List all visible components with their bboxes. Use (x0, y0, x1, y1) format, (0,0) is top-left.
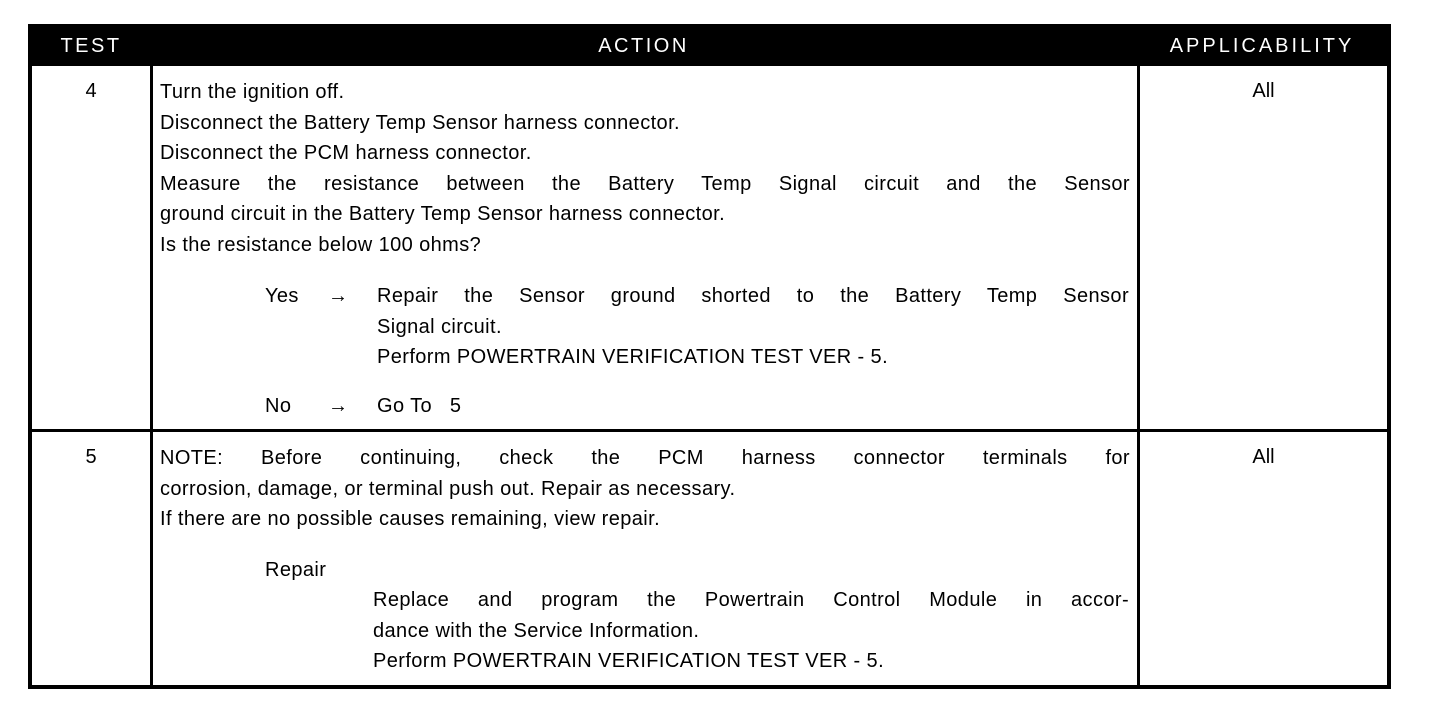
test-number: 4 (85, 80, 97, 102)
repair-text (373, 585, 1129, 677)
column-divider (1137, 66, 1140, 685)
table-header (32, 28, 1387, 66)
response-yes-text (377, 281, 1129, 373)
response-line: Go To 5 (377, 395, 462, 417)
row-divider (32, 429, 1387, 432)
action-line: NOTE: Before continuing, check the PCM harness connector terminals for (160, 447, 1130, 469)
response-line: Perform POWERTRAIN VERIFICATION TEST VER - 5. (377, 346, 889, 368)
repair-line: dance with the Service Information. (373, 619, 700, 642)
arrow-icon: → (328, 395, 348, 417)
action-text (160, 77, 1130, 260)
action-line: Turn the ignition off. (160, 81, 345, 103)
action-line: Measure the resistance between the Battery Temp Signal circuit and the Sensor (160, 172, 1130, 195)
response-no-text (377, 391, 1129, 422)
response-line: Repair the Sensor ground shorted to the Battery Temp Sensor (377, 285, 1129, 307)
action-line: corrosion, damage, or terminal push out. Repair as necessary. (160, 477, 736, 500)
column-divider (150, 66, 153, 685)
response-no-label: No (265, 395, 292, 417)
test-number: 5 (85, 446, 97, 468)
action-line: Disconnect the PCM harness connector. (160, 142, 532, 164)
header-test: TEST (60, 35, 122, 57)
action-line: Disconnect the Battery Temp Sensor harness connector. (160, 111, 680, 134)
action-line: If there are no possible causes remaining, view repair. (160, 508, 661, 530)
action-line: ground circuit in the Battery Temp Sensor harness connector. (160, 203, 726, 225)
arrow-icon: → (328, 285, 348, 307)
response-line: Signal circuit. (377, 315, 502, 338)
repair-label: Repair (265, 559, 327, 581)
header-action: ACTION (598, 35, 689, 57)
applicability-value: All (1252, 80, 1275, 102)
applicability-value: All (1252, 446, 1275, 468)
action-text (160, 443, 1130, 535)
diagnostic-test-table (28, 24, 1391, 689)
header-applicability: APPLICABILITY (1169, 35, 1355, 57)
repair-line: Replace and program the Powertrain Control Module in accor- (373, 589, 1129, 611)
repair-line: Perform POWERTRAIN VERIFICATION TEST VER - 5. (373, 650, 885, 672)
response-yes-label: Yes (265, 285, 299, 307)
action-line: Is the resistance below 100 ohms? (160, 233, 482, 256)
